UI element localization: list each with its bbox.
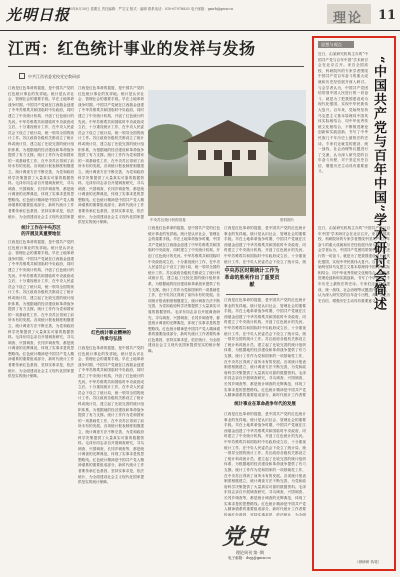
article-body-col-2: 江西是红色革命的摇篮，是中国共产党的红色统计事业的发祥地。统计是认识社会、管理社会的重要手段。早在土地革命战争时期，中国共产党就在江西瑞金创建了中华苏维埃共和国临时中央政府，同时建立了中央统计机构，开创了红色统计的先河。中华苏维埃共和国临时中央政府成立后，十分重视统计工作，在中央人民委员会下设立了统计局，统一领导全国的统计工作。苏区政府各级机关都设立了统计科或统计员，建立起了比较完善的统计组织体系，为根据地的经济建设和革命战争提供了有力支撑。统计工作作为党和国家的一项基础性工作，在中央苏区得到了前所未有的发展。各项统计报表制度相继建立，统计调查方法不断完善，为党和政府科学决策提供了大量真实可靠的数据资料。毛泽东同志亲自开展调查研究，寻乌调查、兴国调查、长冈乡调查等，都是统计调查的光辉典范，体现了实事求是的思想路线。红色统计精神是中国共产党人精神谱系的重要组成部分，新时代统计工作者要传承红色基因，坚持实事求是，依法统计，为全面建设社会主义现代化国家提供坚实的统计保障。: [78, 86, 144, 225]
article-body-col-1b: 江西是红色革命的摇篮，是中国共产党的红色统计事业的发祥地。统计是认识社会、管理社会的重要手段。早在土地革命战争时期，中国共产党就在江西瑞金创建了中华苏维埃共和国临时中央政府，同时建立了中央统计机构，开创了红色统计的先河。中华苏维埃共和国临时中央政府成立后，十分重视统计工作，在中央人民委员会下设立了统计局，统一领导全国的统计工作。苏区政府各级机关都设立了统计科或统计员，建立起了比较完善的统计组织体系，为根据地的经济建设和革命战争提供了有力支撑。统计工作作为党和国家的一项基础性工作，在中央苏区得到了前所未有的发展。各项统计报表制度相继建立，统计调查方法不断完善，为党和政府科学决策提供了大量真实可靠的数据资料。毛泽东同志亲自开展调查研究，寻乌调查、兴国调查、长冈乡调查等，都是统计调查的光辉典范，体现了实事求是的思想路线。红色统计精神是中国共产党人精神谱系的重要组成部分，新时代统计工作者要传承红色基因，坚持实事求是，依法统计，为全面建设社会主义现代化国家提供坚实的统计保障。: [8, 240, 74, 379]
subhead-1: 统计工作在中央苏区 的开展及其重要地位: [21, 226, 61, 237]
logo-subtitle: 理论周刊 第··期: [236, 550, 264, 555]
section-name: 理论: [333, 11, 364, 26]
article-byline: 中共江西省委党校党史教研部: [28, 74, 80, 79]
masthead: [0, 0, 400, 31]
headline-rule: [8, 66, 304, 67]
article-body-col-4c: 江西是红色革命的摇篮，是中国共产党的红色统计事业的发祥地。统计是认识社会、管理社会的重要手段。早在土地革命战争时期，中国共产党就在江西瑞金创建了中华苏维埃共和国临时中央政府，同时建立了中央统计机构，开创了红色统计的先河。中华苏维埃共和国临时中央政府成立后，十分重视统计工作，在中央人民委员会下设立了统计局，统一领导全国的统计工作。苏区政府各级机关都设立了统计科或统计员，建立起了比较完善的统计组织体系，为根据地的经济建设和革命战争提供了有力支撑。统计工作作为党和国家的一项基础性工作，在中央苏区得到了前所未有的发展。各项统计报表制度相继建立，统计调查方法不断完善，为党和政府科学决策提供了大量真实可靠的数据资料。毛泽东同志亲自开展调查研究，寻乌调查、兴国调查、长冈乡调查等，都是统计调查的光辉典范，体现了实事求是的思想路线。红色统计精神是中国共产党人精神谱系的重要组成部分，新时代统计工作者要传承红色基因，坚持实事求是，依法统计，为全面: [224, 412, 306, 516]
article-headline: 江西：红色统计事业的发祥与发扬: [8, 39, 256, 58]
sidebar-tag: 思想与观点: [321, 42, 342, 47]
photo-caption: 中央苏区统计机构旧址: [150, 218, 186, 222]
pull-quote-bar-top: [226, 266, 278, 267]
sidebar-end-note: （颜研研 执笔）: [355, 560, 382, 564]
article-body-col-3: 江西是红色革命的摇篮，是中国共产党的红色统计事业的发祥地。统计是认识社会、管理社会的重要手段。早在土地革命战争时期，中国共产党就在江西瑞金创建了中华苏维埃共和国临时中央政府，同时建立了中央统计机构，开创了红色统计的先河。中华苏维埃共和国临时中央政府成立后，十分重视统计工作，在中央人民委员会下设立了统计局，统一领导全国的统计工作。苏区政府各级机关都设立了统计科或统计员，建立起了比较完善的统计组织体系，为根据地的经济建设和革命战争提供了有力支撑。统计工作作为党和国家的一项基础性工作，在中央苏区得到了前所未有的发展。各项统计报表制度相继建立，统计调查方法不断完善，为党和政府科学决策提供了大量真实可靠的数据资料。毛泽东同志亲自开展调查研究，寻乌调查、兴国调查、长冈乡调查等，都是统计调查的光辉典范，体现了实事求是的思想路线。红色统计精神是中国共产党人精神谱系的重要组成部分，新时代统计工作者要传承红色基因，坚持实事求是，依法统计，为全面建设社会主义现代化国家提供坚实的统计保障。: [148, 226, 220, 354]
byline-mark-icon: [19, 73, 25, 79]
sidebar-body-top: 近日，由某研究机构主办的“中国共产党与百年中国”学术研讨会在北京召开。来自全国高校、科研院所的专家学者围绕中国共产党百年奋斗的重大成就和历史经验展开深入研讨。与会学者认为，中国共产党团结带领中国人民进行的一切奋斗，就是为了把我国建设成为现代化强国，实现中华民族伟大复兴。百年来，党始终坚持马克思主义基本原理同中国具体实际相结合、同中华优秀传统文化相结合，不断推进理论创新和实践创新，书写了中华民族几千年历史上最恢宏的史诗。专家们还就党的建设、统一战线、社会治理等议题进行了交流，认为深入研究党的百年奋斗历程，对于坚定历史自信、增强历史主动具有重要意义。: [318, 52, 368, 174]
article-body-col-2b: 江西是红色革命的摇篮，是中国共产党的红色统计事业的发祥地。统计是认识社会、管理社会的重要手段。早在土地革命战争时期，中国共产党就在江西瑞金创建了中华苏维埃共和国临时中央政府，同时建立了中央统计机构，开创了红色统计的先河。中华苏维埃共和国临时中央政府成立后，十分重视统计工作，在中央人民委员会下设立了统计局，统一领导全国的统计工作。苏区政府各级机关都设立了统计科或统计员，建立起了比较完善的统计组织体系，为根据地的经济建设和革命战争提供了有力支撑。统计工作作为党和国家的一项基础性工作，在中央苏区得到了前所未有的发展。各项统计报表制度相继建立，统计调查方法不断完善，为党和政府科学决策提供了大量真实可靠的数据资料。毛泽东同志亲自开展调查研究，寻乌调查、兴国调查、长冈乡调查等，都是统计调查的光辉典范，体现了实事求是的思想路线。红色统计精神是中国共产党人精神谱系的重要组成部分，新时代统计工作者要传承红色基因，坚持实事求是，依法统计，为全面建设社会主义现代化国家提供坚实的统计保障。: [78, 346, 144, 485]
building-photo-illustration: [148, 90, 306, 216]
sidebar-body: 近日，由某研究机构主办的“中国共产党与百年中国”学术研讨会在北京召开。来自全国高校、科研院所的专家学者围绕中国共产党百年奋斗的重大成就和历史经验展开深入研讨。与会学者认为，中国共产党团结带领中国人民进行的一切奋斗，就是为了把我国建设成为现代化强国，实现中华民族伟大复兴。百年来，党始终坚持马克思主义基本原理同中国具体实际相结合、同中华优秀传统文化相结合，不断推进理论创新和实践创新，书写了中华民族几千年历史上最恢宏的史诗。专家们还就党的建设、统一战线、社会治理等议题进行了交流，认为深入研究党的百年奋斗历程，对于坚定历史自信、增强历史主动具有重要意义。: [318, 226, 390, 303]
logo-email: 电子邮箱：dsyj@gmw.cn: [228, 556, 271, 560]
paper-name: 光明日报: [6, 6, 71, 24]
page-number: 11: [378, 8, 397, 23]
article-body-col-1: 江西是红色革命的摇篮，是中国共产党的红色统计事业的发祥地。统计是认识社会、管理社会的重要手段。早在土地革命战争时期，中国共产党就在江西瑞金创建了中华苏维埃共和国临时中央政府，同时建立了中央统计机构，开创了红色统计的先河。中华苏维埃共和国临时中央政府成立后，十分重视统计工作，在中央人民委员会下设立了统计局，统一领导全国的统计工作。苏区政府各级机关都设立了统计科或统计员，建立起了比较完善的统计组织体系，为根据地的经济建设和革命战争提供了有力支撑。统计工作作为党和国家的一项基础性工作，在中央苏区得到了前所未有的发展。各项统计报表制度相继建立，统计调查方法不断完善，为党和政府科学决策提供了大量真实可靠的数据资料。毛泽东同志亲自开展调查研究，寻乌调查、兴国调查、长冈乡调查等，都是统计调查的光辉典范，体现了实事求是的思想路线。红色统计精神是中国共产党人精神谱系的重要组成部分，新时代统计工作者要传承红色基因，坚持实事求是，依法统计，为全面建设社会主义现代化国家提: [8, 86, 74, 219]
pull-quote: 中央苏区时期统计工作为革命的胜利作出了重要贡献: [224, 268, 280, 288]
article-body-col-4: 江西是红色革命的摇篮，是中国共产党的红色统计事业的发祥地。统计是认识社会、管理社会的重要手段。早在土地革命战争时期，中国共产党就在江西瑞金创建了中华苏维埃共和国临时中央政府，同时建立了中央统计机构，开创了红色统计的先河。中华苏维埃共和国临时中央政府成立后，十分重视统计工作，在中央人民委员会下设立了统计局，统: [224, 226, 306, 264]
photo-credit: 资料图片: [280, 218, 295, 222]
article-photo: [148, 90, 306, 216]
subhead-2: 红色统计事业精神的 传承与弘扬: [91, 331, 131, 342]
header-meta: 2023年6月30日 星期五 责任编辑：严宝宝 版式：编辑 联系电话：010-67078835 电子邮箱：gmrb@gmw.cn: [64, 7, 234, 11]
subhead-bar: [28, 223, 54, 224]
sidebar-title: “中国共产党与百年中国”学术研讨会简述: [371, 56, 386, 311]
subhead-bar: [96, 328, 126, 329]
dangshi-logo: 党史: [222, 524, 271, 550]
subhead-3: 统计事业在革命战争年代的发展: [234, 402, 296, 407]
article-body-col-4b: 江西是红色革命的摇篮，是中国共产党的红色统计事业的发祥地。统计是认识社会、管理社会的重要手段。早在土地革命战争时期，中国共产党就在江西瑞金创建了中华苏维埃共和国临时中央政府，同时建立了中央统计机构，开创了红色统计的先河。中华苏维埃共和国临时中央政府成立后，十分重视统计工作，在中央人民委员会下设立了统计局，统一领导全国的统计工作。苏区政府各级机关都设立了统计科或统计员，建立起了比较完善的统计组织体系，为根据地的经济建设和革命战争提供了有力支撑。统计工作作为党和国家的一项基础性工作，在中央苏区得到了前所未有的发展。各项统计报表制度相继建立，统计调查方法不断完善，为党和政府科学决策提供了大量真实可靠的数据资料。毛泽东同志亲自开展调查研究，寻乌调查、兴国调查、长冈乡调查等，都是统计调查的光辉典范，体现了实事求是的思想路线。红色统计精神是中国共产党人精神谱系的重要组成部分，新时代统计工作者要: [224, 298, 306, 398]
pull-quote-bar-bottom: [226, 294, 278, 295]
